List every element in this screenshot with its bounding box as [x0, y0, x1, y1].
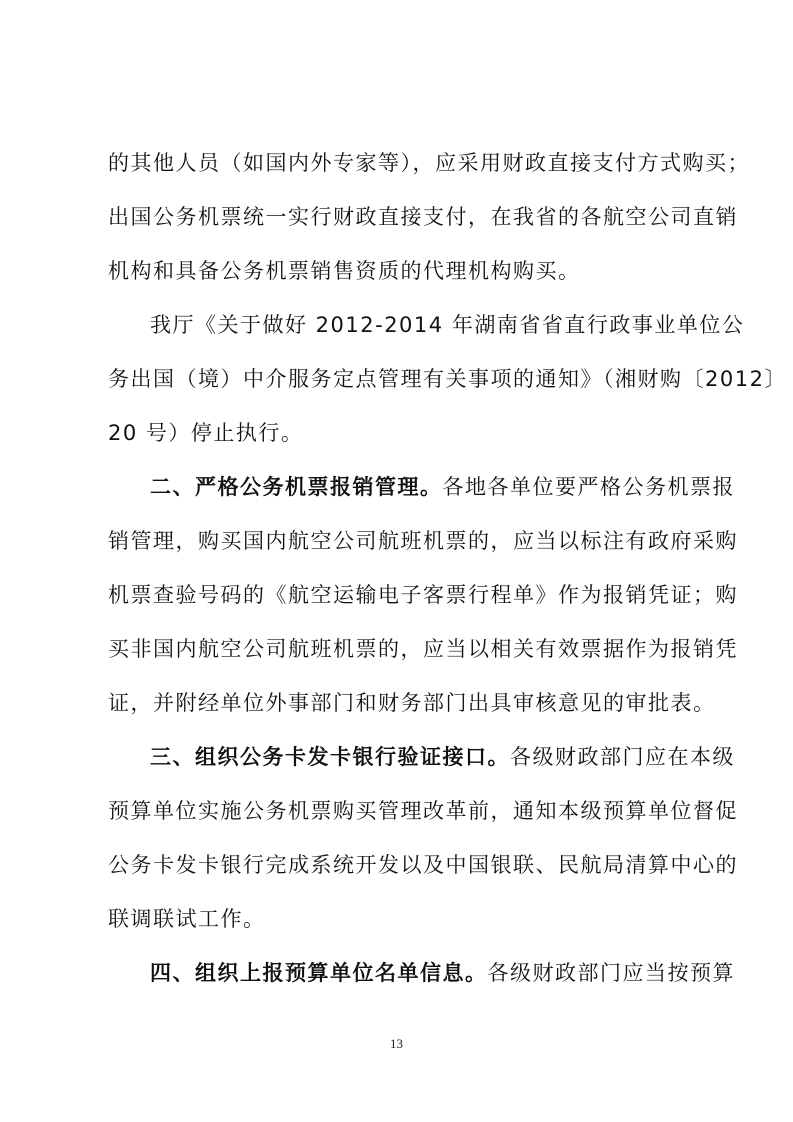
- body-text-line: 机构和具备公务机票销售资质的代理机构购买。: [108, 259, 581, 283]
- body-text: 各级财政部门应当按预算: [487, 961, 735, 985]
- section-heading: 二、严格公务机票报销管理。: [150, 475, 443, 499]
- body-text-line: 20 号）停止执行。: [108, 421, 304, 445]
- body-text-line: 证，并附经单位外事部门和财务部门出具审核意见的审批表。: [108, 691, 716, 715]
- body-text-line: 公务卡发卡银行完成系统开发以及中国银联、民航局清算中心的: [108, 853, 738, 877]
- body-text-line: 销管理，购买国内航空公司航班机票的，应当以标注有政府采购: [108, 529, 738, 553]
- body-text-line: 我厅《关于做好 2012-2014 年湖南省省直行政事业单位公: [150, 313, 745, 337]
- body-text-line: 的其他人员（如国内外专家等），应采用财政直接支付方式购买；: [108, 151, 750, 175]
- body-text-line: 出国公务机票统一实行财政直接支付，在我省的各航空公司直销: [108, 205, 738, 229]
- section-four-first-line: [150, 958, 735, 988]
- body-text-line: 预算单位实施公务机票购买管理改革前，通知本级预算单位督促: [108, 799, 738, 823]
- section-three-first-line: [150, 742, 735, 772]
- body-text: 各地各单位要严格公务机票报: [442, 475, 735, 499]
- section-two-first-line: [150, 472, 735, 502]
- body-text: 各级财政部门应在本级: [510, 745, 735, 769]
- section-heading: 三、组织公务卡发卡银行验证接口。: [150, 745, 510, 769]
- body-text-line: 务出国（境）中介服务定点管理有关事项的通知》（湘财购〔2012〕: [108, 367, 787, 391]
- page-number: 13: [390, 1036, 403, 1051]
- body-text-line: 机票查验号码的《航空运输电子客票行程单》作为报销凭证；购: [108, 583, 738, 607]
- body-text-line: 买非国内航空公司航班机票的，应当以相关有效票据作为报销凭: [108, 637, 738, 661]
- section-heading: 四、组织上报预算单位名单信息。: [150, 961, 488, 985]
- body-text-line: 联调联试工作。: [108, 907, 266, 931]
